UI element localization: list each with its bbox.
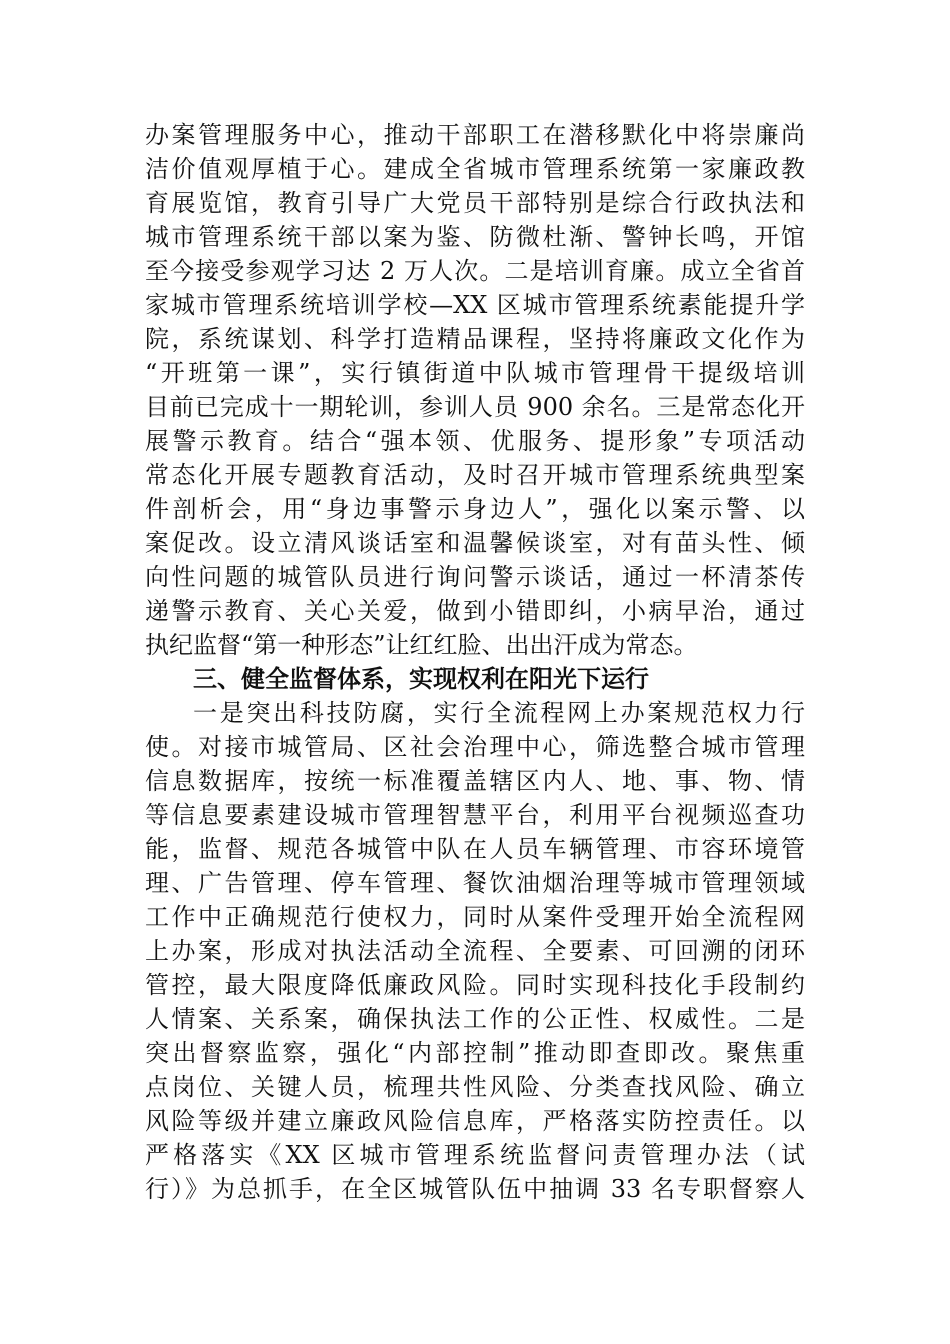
paragraph-2-line: 人情案、关系案，确保执法工作的公正性、权威性。二是 — [145, 1005, 805, 1033]
paragraph-1-line: 执纪监督“第一种形态”让红红脸、出出汗成为常态。 — [145, 631, 698, 659]
paragraph-1-line: 至今接受参观学习达 2 万人次。二是培训育廉。成立全省首 — [145, 257, 805, 285]
paragraph-2-line: 一是突出科技防腐，实行全流程网上办案规范权力行 — [193, 699, 805, 727]
paragraph-2-line: 严格落实《XX 区城市管理系统监督问责管理办法（试 — [145, 1141, 805, 1169]
paragraph-1-line: 洁价值观厚植于心。建成全省城市管理系统第一家廉政教 — [145, 155, 805, 183]
paragraph-2-line: 点岗位、关键人员，梳理共性风险、分类查找风险、确立 — [145, 1073, 805, 1101]
section-heading: 三、健全监督体系，实现权利在阳光下运行 — [193, 665, 649, 693]
paragraph-1-line: 递警示教育、关心关爱，做到小错即纠，小病早治，通过 — [145, 597, 805, 625]
paragraph-2-line: 使。对接市城管局、区社会治理中心，筛选整合城市管理 — [145, 733, 805, 761]
paragraph-2-line: 等信息要素建设城市管理智慧平台，利用平台视频巡查功 — [145, 801, 805, 829]
paragraph-1-line: 常态化开展专题教育活动，及时召开城市管理系统典型案 — [145, 461, 805, 489]
paragraph-2-line: 能，监督、规范各城管中队在人员车辆管理、市容环境管 — [145, 835, 805, 863]
paragraph-1-line: 家城市管理系统培训学校—XX 区城市管理系统素能提升学 — [145, 291, 805, 319]
paragraph-2-line: 管控，最大限度降低廉政风险。同时实现科技化手段制约 — [145, 971, 805, 999]
paragraph-2-line: 突出督察监察，强化“内部控制”推动即查即改。聚焦重 — [145, 1039, 805, 1067]
paragraph-1-line: 城市管理系统干部以案为鉴、防微杜渐、警钟长鸣，开馆 — [145, 223, 805, 251]
paragraph-2-line: 信息数据库，按统一标准覆盖辖区内人、地、事、物、情 — [145, 767, 805, 795]
paragraph-1-line: 向性问题的城管队员进行询问警示谈话，通过一杯清茶传 — [145, 563, 805, 591]
paragraph-1-line: 院，系统谋划、科学打造精品课程，坚持将廉政文化作为 — [145, 325, 805, 353]
paragraph-1-line: 育展览馆，教育引导广大党员干部特别是综合行政执法和 — [145, 189, 805, 217]
paragraph-1-line: 办案管理服务中心，推动干部职工在潜移默化中将崇廉尚 — [145, 121, 805, 149]
paragraph-2-line: 上办案，形成对执法活动全流程、全要素、可回溯的闭环 — [145, 937, 805, 965]
paragraph-1-line: 件剖析会，用“身边事警示身边人”，强化以案示警、以 — [145, 495, 805, 523]
body-text — [145, 118, 805, 1206]
paragraph-2-line: 理、广告管理、停车管理、餐饮油烟治理等城市管理领域 — [145, 869, 805, 897]
paragraph-1-line: 案促改。设立清风谈话室和温馨候谈室，对有苗头性、倾 — [145, 529, 805, 557]
paragraph-2-line: 工作中正确规范行使权力，同时从案件受理开始全流程网 — [145, 903, 805, 931]
paragraph-1-line: “开班第一课”，实行镇街道中队城市管理骨干提级培训 — [145, 359, 805, 387]
paragraph-1-line: 展警示教育。结合“强本领、优服务、提形象”专项活动 — [145, 427, 805, 455]
paragraph-2-line: 风险等级并建立廉政风险信息库，严格落实防控责任。以 — [145, 1107, 805, 1135]
paragraph-2-line: 行）》为总抓手，在全区城管队伍中抽调 33 名专职督察人 — [145, 1175, 805, 1203]
paragraph-1-line: 目前已完成十一期轮训，参训人员 900 余名。三是常态化开 — [145, 393, 805, 421]
